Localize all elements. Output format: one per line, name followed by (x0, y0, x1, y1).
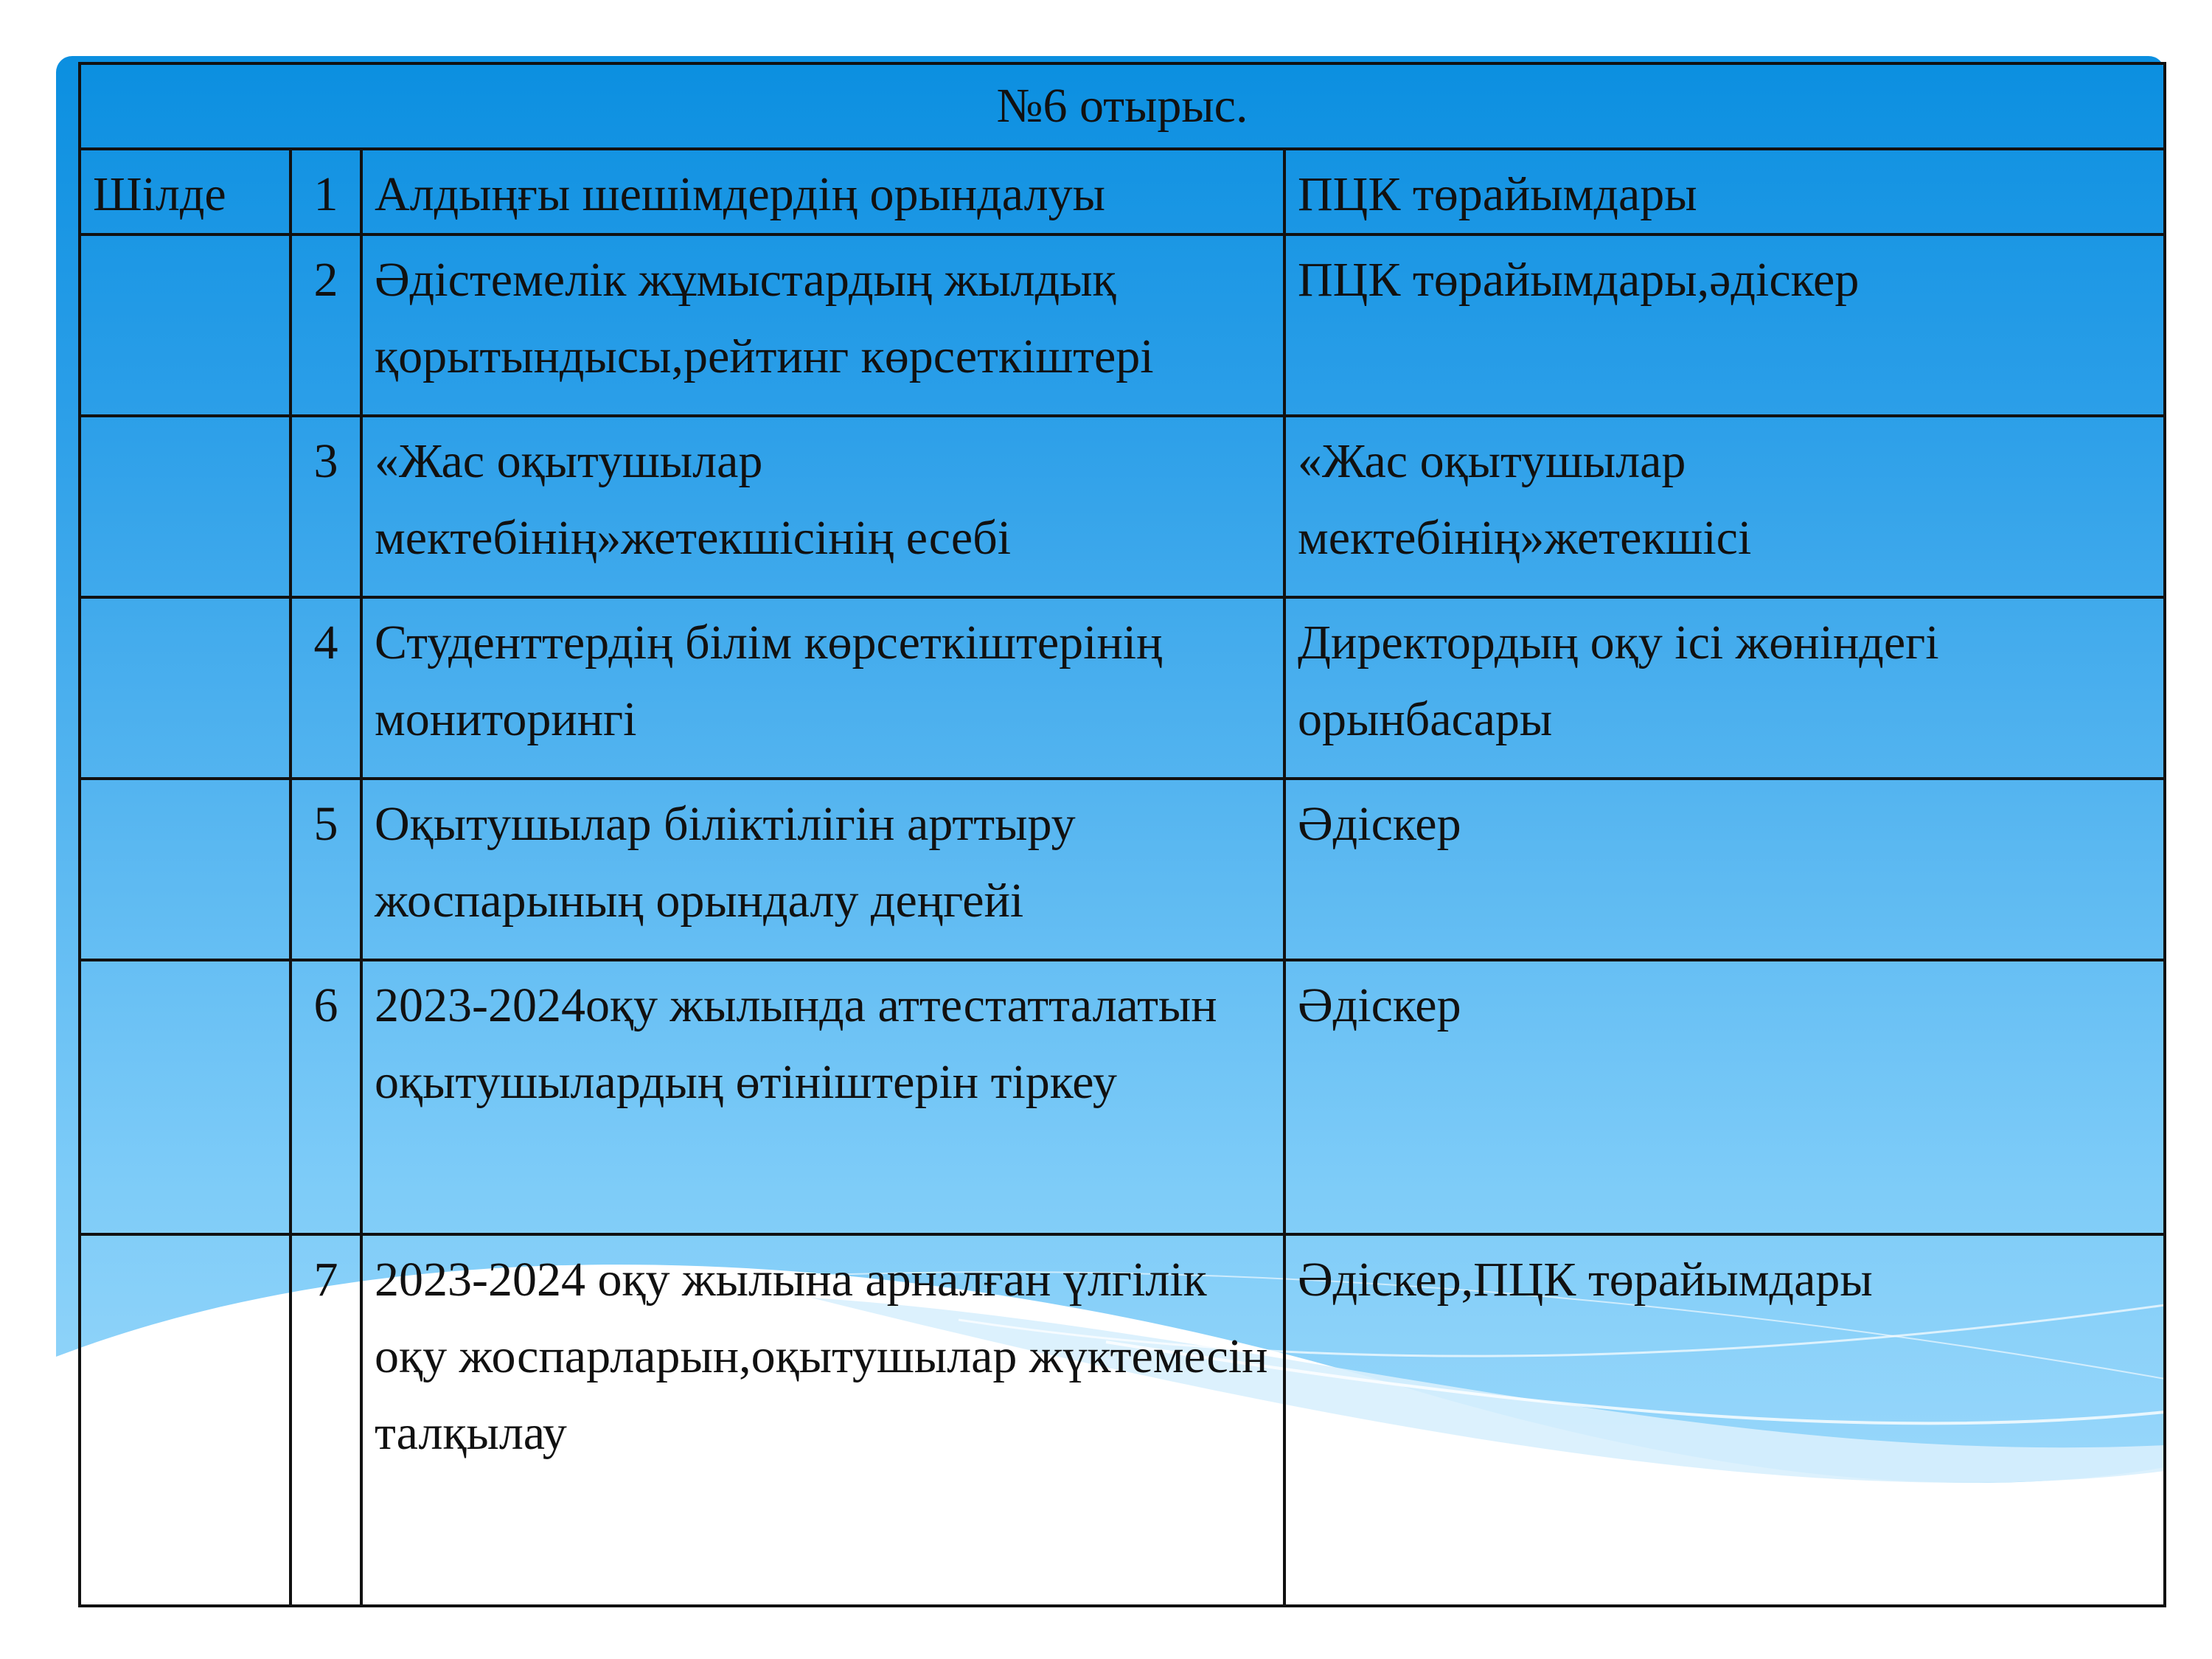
topic-cell: 2023-2024 оқу жылына арналған үлгілік оқу жоспарларын,оқытушылар жүктемесін талқылау (361, 1234, 1284, 1606)
table-row (80, 234, 2165, 416)
row-number: 1 (291, 149, 361, 234)
meeting-plan-table (78, 62, 2166, 1607)
table-row (80, 597, 2165, 779)
table-title: №6 отырыс. (80, 63, 2165, 149)
month-cell (80, 779, 291, 960)
table-row (80, 779, 2165, 960)
row-number: 7 (291, 1234, 361, 1606)
month-cell (80, 960, 291, 1234)
responsible-cell: «Жас оқытушылар мектебінің»жетекшісі (1284, 416, 2165, 597)
row-number: 5 (291, 779, 361, 960)
table-row (80, 1234, 2165, 1606)
topic-cell: Студенттердің білім көрсеткіштерінің мониторингі (361, 597, 1284, 779)
month-cell (80, 416, 291, 597)
month-cell: Шілде (80, 149, 291, 234)
month-cell (80, 234, 291, 416)
table-row (80, 149, 2165, 234)
topic-cell: Алдыңғы шешімдердің орындалуы (361, 149, 1284, 234)
responsible-cell: Әдіскер (1284, 779, 2165, 960)
topic-cell: «Жас оқытушылар мектебінің»жетекшісінің есебі (361, 416, 1284, 597)
responsible-cell: ПЦК төрайымдары,әдіскер (1284, 234, 2165, 416)
responsible-cell: Директордың оқу ісі жөніндегі орынбасары (1284, 597, 2165, 779)
responsible-cell: ПЦК төрайымдары (1284, 149, 2165, 234)
row-number: 4 (291, 597, 361, 779)
topic-cell: Әдістемелік жұмыстардың жылдық қорытындысы,рейтинг көрсеткіштері (361, 234, 1284, 416)
row-number: 3 (291, 416, 361, 597)
responsible-cell: Әдіскер (1284, 960, 2165, 1234)
row-number: 2 (291, 234, 361, 416)
month-cell (80, 597, 291, 779)
row-number: 6 (291, 960, 361, 1234)
responsible-cell: Әдіскер,ПЦК төрайымдары (1284, 1234, 2165, 1606)
table-row (80, 960, 2165, 1234)
table-title-row (80, 63, 2165, 149)
table-row (80, 416, 2165, 597)
topic-cell: Оқытушылар біліктілігін арттыру жоспарының орындалу деңгейі (361, 779, 1284, 960)
month-cell (80, 1234, 291, 1606)
topic-cell: 2023-2024оқу жылында аттестатталатын оқытушылардың өтініштерін тіркеу (361, 960, 1284, 1234)
